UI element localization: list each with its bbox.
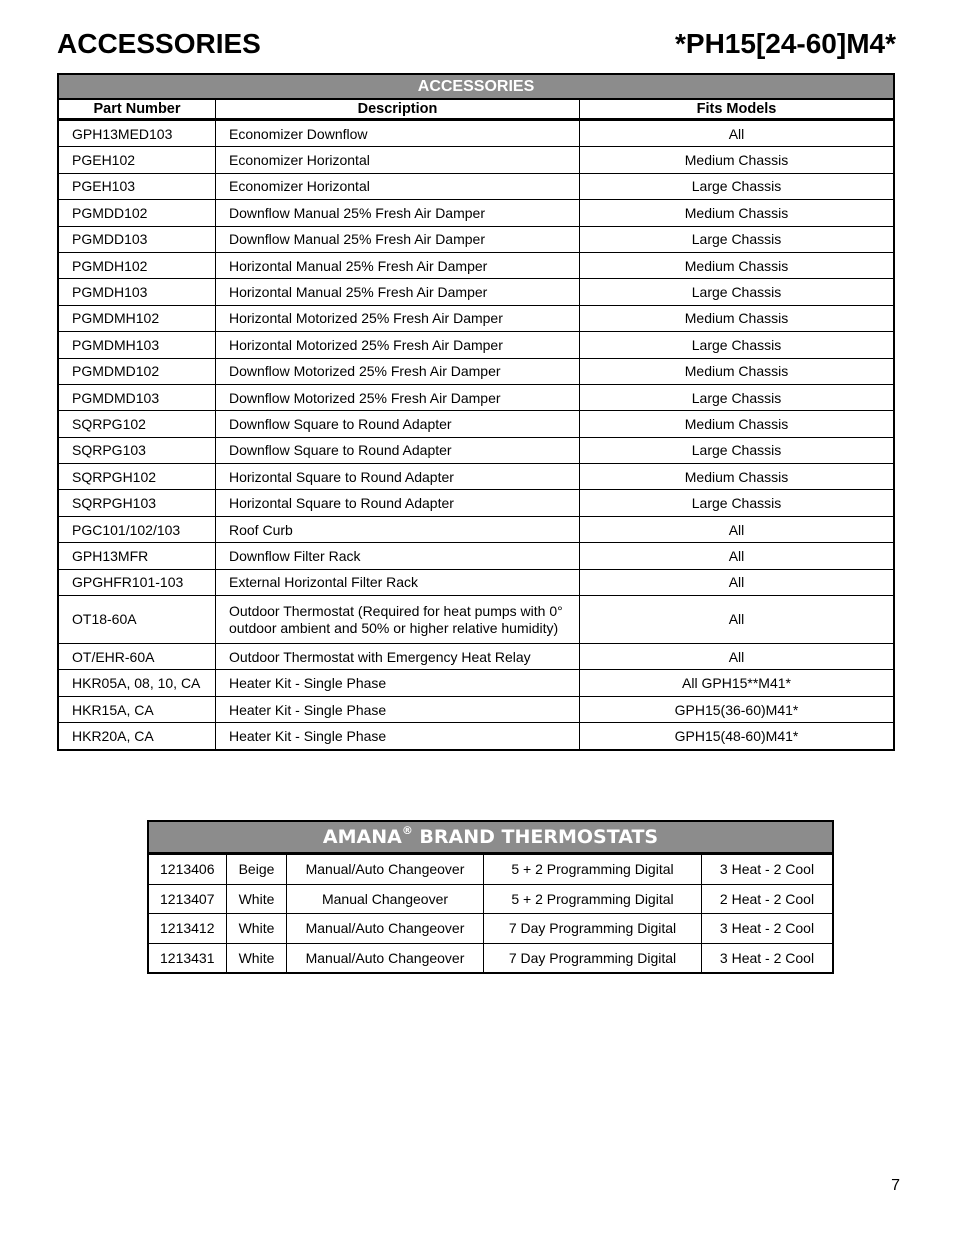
- fits-models-cell: Large Chassis: [580, 173, 895, 199]
- part-number-cell: PGEH102: [58, 147, 216, 173]
- table-row: [58, 543, 894, 569]
- part-number-cell: SQRPGH102: [58, 464, 216, 490]
- description-cell: Downflow Square to Round Adapter: [216, 437, 580, 463]
- table-row: [58, 358, 894, 384]
- part-number-cell: PGMDMH102: [58, 305, 216, 331]
- thermostat-color-cell: White: [227, 914, 287, 944]
- fits-models-cell: GPH15(48-60)M41*: [580, 723, 895, 750]
- table-row: [58, 464, 894, 490]
- fits-models-cell: All: [580, 543, 895, 569]
- fits-models-cell: Medium Chassis: [580, 147, 895, 173]
- description-cell: Economizer Downflow: [216, 120, 580, 147]
- column-header-part-number: Part Number: [58, 99, 216, 120]
- fits-models-cell: Medium Chassis: [580, 358, 895, 384]
- table-row: [58, 644, 894, 670]
- fits-models-cell: All: [580, 569, 895, 595]
- table-row: [58, 305, 894, 331]
- thermostat-part-cell: 1213431: [148, 943, 227, 973]
- thermostat-programming-cell: 5 + 2 Programming Digital: [484, 884, 702, 914]
- thermostat-part-cell: 1213412: [148, 914, 227, 944]
- fits-models-cell: Medium Chassis: [580, 464, 895, 490]
- description-cell: Downflow Square to Round Adapter: [216, 411, 580, 437]
- table-row: [58, 279, 894, 305]
- part-number-cell: HKR20A, CA: [58, 723, 216, 750]
- part-number-cell: SQRPGH103: [58, 490, 216, 516]
- table-row: [58, 696, 894, 722]
- description-cell: Outdoor Thermostat with Emergency Heat Relay: [216, 644, 580, 670]
- thermostat-part-cell: 1213406: [148, 854, 227, 885]
- table-row: [58, 173, 894, 199]
- description-cell: Horizontal Square to Round Adapter: [216, 464, 580, 490]
- table-row: [148, 914, 833, 944]
- description-cell: Downflow Filter Rack: [216, 543, 580, 569]
- part-number-cell: PGMDH103: [58, 279, 216, 305]
- part-number-cell: HKR05A, 08, 10, CA: [58, 670, 216, 696]
- description-cell: Downflow Motorized 25% Fresh Air Damper: [216, 384, 580, 410]
- fits-models-cell: Medium Chassis: [580, 252, 895, 278]
- page-number: 7: [891, 1177, 900, 1194]
- fits-models-cell: GPH15(36-60)M41*: [580, 696, 895, 722]
- description-cell: Horizontal Motorized 25% Fresh Air Damper: [216, 305, 580, 331]
- description-cell: Outdoor Thermostat (Required for heat pumps with 0° outdoor ambient and 50% or higher relative humidity): [216, 596, 580, 644]
- table-row: [58, 516, 894, 542]
- description-cell: Horizontal Manual 25% Fresh Air Damper: [216, 279, 580, 305]
- fits-models-cell: Large Chassis: [580, 226, 895, 252]
- column-header-fits-models: Fits Models: [580, 99, 895, 120]
- registered-mark: ®: [401, 824, 413, 837]
- thermostats-table: [147, 820, 834, 974]
- description-cell: Economizer Horizontal: [216, 147, 580, 173]
- table-row: [148, 854, 833, 885]
- fits-models-cell: Large Chassis: [580, 332, 895, 358]
- part-number-cell: PGMDMD103: [58, 384, 216, 410]
- description-cell: External Horizontal Filter Rack: [216, 569, 580, 595]
- table-row: [58, 723, 894, 750]
- thermostat-color-cell: Beige: [227, 854, 287, 885]
- thermostats-banner: [148, 821, 833, 854]
- thermostats-banner-text: BRAND THERMOSTATS: [412, 826, 659, 848]
- part-number-cell: PGMDH102: [58, 252, 216, 278]
- table-row: [58, 226, 894, 252]
- thermostats-banner-brand: AMANA: [322, 826, 402, 848]
- table-row: [58, 596, 894, 644]
- accessories-table: [57, 73, 895, 751]
- thermostat-changeover-cell: Manual Changeover: [287, 884, 484, 914]
- fits-models-cell: All: [580, 516, 895, 542]
- part-number-cell: PGMDMD102: [58, 358, 216, 384]
- fits-models-cell: All: [580, 644, 895, 670]
- fits-models-cell: All: [580, 596, 895, 644]
- part-number-cell: PGEH103: [58, 173, 216, 199]
- description-cell: Downflow Motorized 25% Fresh Air Damper: [216, 358, 580, 384]
- accessories-header-row: [58, 99, 894, 120]
- table-row: [58, 332, 894, 358]
- table-row: [58, 569, 894, 595]
- fits-models-cell: All: [580, 120, 895, 147]
- table-row: [58, 490, 894, 516]
- description-cell: Horizontal Motorized 25% Fresh Air Damper: [216, 332, 580, 358]
- description-cell: Heater Kit - Single Phase: [216, 723, 580, 750]
- fits-models-cell: Large Chassis: [580, 279, 895, 305]
- table-row: [148, 943, 833, 973]
- thermostat-changeover-cell: Manual/Auto Changeover: [287, 854, 484, 885]
- table-row: [58, 147, 894, 173]
- part-number-cell: PGMDD102: [58, 200, 216, 226]
- part-number-cell: GPH13MED103: [58, 120, 216, 147]
- thermostat-part-cell: 1213407: [148, 884, 227, 914]
- part-number-cell: OT/EHR-60A: [58, 644, 216, 670]
- model-number-title: *PH15[24-60]M4*: [675, 28, 896, 59]
- table-row: [58, 120, 894, 147]
- column-header-description: Description: [216, 99, 580, 120]
- accessories-banner: ACCESSORIES: [58, 74, 894, 99]
- thermostat-programming-cell: 7 Day Programming Digital: [484, 914, 702, 944]
- thermostat-stages-cell: 3 Heat - 2 Cool: [702, 943, 834, 973]
- thermostat-stages-cell: 3 Heat - 2 Cool: [702, 914, 834, 944]
- table-row: [58, 200, 894, 226]
- part-number-cell: PGMDMH103: [58, 332, 216, 358]
- description-cell: Heater Kit - Single Phase: [216, 670, 580, 696]
- table-row: [58, 670, 894, 696]
- table-row: [58, 437, 894, 463]
- thermostat-color-cell: White: [227, 884, 287, 914]
- thermostat-color-cell: White: [227, 943, 287, 973]
- part-number-cell: PGC101/102/103: [58, 516, 216, 542]
- part-number-cell: SQRPG103: [58, 437, 216, 463]
- description-cell: Downflow Manual 25% Fresh Air Damper: [216, 200, 580, 226]
- fits-models-cell: All GPH15**M41*: [580, 670, 895, 696]
- thermostat-changeover-cell: Manual/Auto Changeover: [287, 914, 484, 944]
- table-row: [58, 252, 894, 278]
- table-row: [58, 411, 894, 437]
- part-number-cell: GPH13MFR: [58, 543, 216, 569]
- fits-models-cell: Medium Chassis: [580, 411, 895, 437]
- accessories-banner-row: [58, 74, 894, 99]
- thermostats-banner-row: [148, 821, 833, 854]
- description-cell: Roof Curb: [216, 516, 580, 542]
- part-number-cell: SQRPG102: [58, 411, 216, 437]
- fits-models-cell: Medium Chassis: [580, 305, 895, 331]
- table-row: [58, 384, 894, 410]
- thermostat-stages-cell: 3 Heat - 2 Cool: [702, 854, 834, 885]
- fits-models-cell: Large Chassis: [580, 384, 895, 410]
- part-number-cell: GPGHFR101-103: [58, 569, 216, 595]
- page-title: ACCESSORIES: [57, 28, 261, 59]
- thermostat-changeover-cell: Manual/Auto Changeover: [287, 943, 484, 973]
- part-number-cell: OT18-60A: [58, 596, 216, 644]
- description-cell: Heater Kit - Single Phase: [216, 696, 580, 722]
- table-row: [148, 884, 833, 914]
- fits-models-cell: Large Chassis: [580, 437, 895, 463]
- thermostat-stages-cell: 2 Heat - 2 Cool: [702, 884, 834, 914]
- description-cell: Downflow Manual 25% Fresh Air Damper: [216, 226, 580, 252]
- thermostat-programming-cell: 7 Day Programming Digital: [484, 943, 702, 973]
- description-cell: Horizontal Square to Round Adapter: [216, 490, 580, 516]
- part-number-cell: HKR15A, CA: [58, 696, 216, 722]
- description-cell: Economizer Horizontal: [216, 173, 580, 199]
- thermostat-programming-cell: 5 + 2 Programming Digital: [484, 854, 702, 885]
- description-cell: Horizontal Manual 25% Fresh Air Damper: [216, 252, 580, 278]
- fits-models-cell: Medium Chassis: [580, 200, 895, 226]
- fits-models-cell: Large Chassis: [580, 490, 895, 516]
- part-number-cell: PGMDD103: [58, 226, 216, 252]
